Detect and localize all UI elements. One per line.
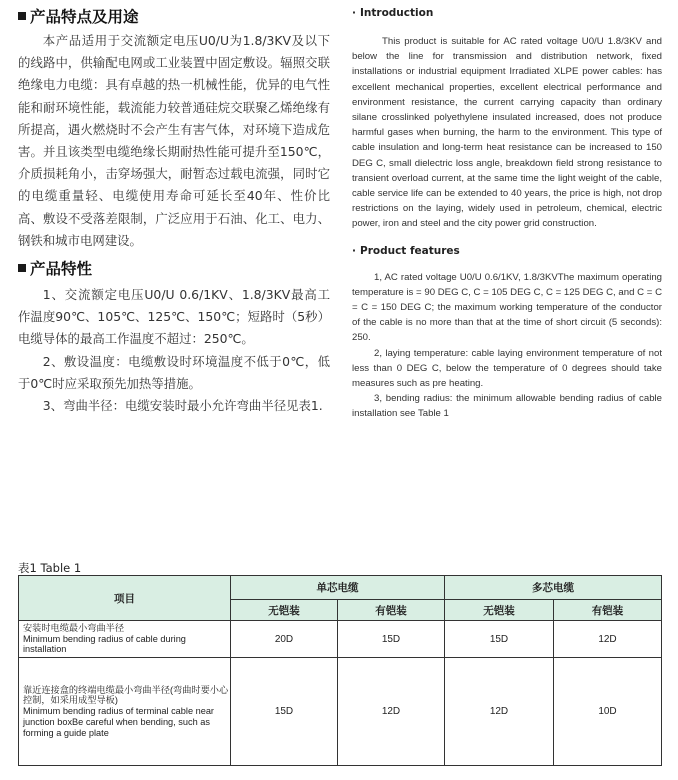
header-multi-core: 多芯电缆 — [445, 576, 662, 600]
table-row — [19, 658, 662, 766]
table-row — [19, 621, 662, 658]
table-cell: 10D — [554, 658, 662, 766]
intro-paragraph-cn: 本产品适用于交流额定电压U0/U为1.8/3KV及以下的线路中，供输配电网或工业装置中固定敷设。辐照交联绝缘电力电缆：具有卓越的热一机械性能，优异的电气性能和耐环境性能，载流能力较普通硅烷交联聚乙烯绝缘有所提高，遇火燃烧时不会产生有害气体，对环境下造成危害。并且该类型电缆绝缘长期耐热性能可提升至150℃，介质损耗角小，击穿场强大，耐暂态过载电流强，同时它的电缆重量轻、电缆使用寿命可延长至40年、性价比高、敷设不受落差限制，广泛应用于石油、化工、电力、钢铁和城市电网建设。 — [18, 33, 330, 248]
feature-3-cn: 3、弯曲半径：电缆安装时最小允许弯曲半径见表1. — [42, 398, 323, 414]
section-heading-introduction — [352, 6, 662, 20]
heading-text: 产品特点及用途 — [30, 8, 139, 26]
section-heading-characteristics — [18, 258, 330, 278]
heading-text: Introduction — [360, 7, 434, 19]
section-heading-product-features — [352, 244, 662, 258]
subheader-armored: 有铠装 — [554, 600, 662, 621]
heading-text: 产品特性 — [30, 260, 93, 279]
table-cell: 15D — [338, 621, 445, 658]
english-column — [352, 6, 662, 422]
intro-paragraph-en: This product is suitable for AC rated voltage U0/U 1.8/3KV and below the line for transmission and distribution network, fixed installations or industrial equipment Irradiated XLPE power cables: has excellent mechanical properties, excellent electrical performance and environment resistance, the current carrying capacity than ordinary silane crosslinked polyethylene insulated increased, does not produce harmful gases when burning, the harm to the environment. This type of cable insulation and long-term heat resistance can be increased to 150 DEG C, small dielectric loss angle, breakdown field strong resistance to transient overload current, at the same time the light weight of the cable, cable service life can be extended to 40 years, the price is high, not drop restrictions on the laying, widely used in petroleum, chemical, electric power, iron and steel and the city power grid construction. — [352, 36, 662, 230]
chinese-column — [18, 6, 330, 417]
subheader-armored: 有铠装 — [338, 600, 445, 621]
heading-text: Product features — [360, 244, 460, 257]
dot-bullet-icon: · — [352, 244, 356, 257]
feature-3-en: 3, bending radius: the minimum allowable bending radius of cable installation see Table 1 — [352, 393, 662, 420]
square-bullet-icon — [18, 12, 26, 20]
row-label — [19, 658, 231, 766]
table-cell: 20D — [231, 621, 338, 658]
table-cell: 12D — [338, 658, 445, 766]
bending-radius-table — [18, 575, 662, 766]
table-cell: 15D — [231, 658, 338, 766]
table-cell: 12D — [554, 621, 662, 658]
subheader-unarmored: 无铠装 — [445, 600, 554, 621]
row-label-en: Minimum bending radius of terminal cable near junction boxBe careful when bending, such as forming a guide plate — [23, 706, 214, 738]
feature-1-cn: 1、交流额定电压U0/U 0.6/1KV、1.8/3KV最高工作温度90℃、105℃、125℃、150℃；短路时（5秒）电缆导体的最高工作温度不超过：250℃。 — [18, 287, 330, 347]
header-item: 项目 — [19, 576, 231, 621]
table-cell: 15D — [445, 621, 554, 658]
row-label — [19, 621, 231, 658]
row-label-en: Minimum bending radius of cable during installation — [23, 633, 186, 655]
dot-bullet-icon: · — [352, 7, 356, 19]
row-label-cn: 靠近连接盒的终端电缆最小弯曲半径(弯曲时要小心控制，如采用成型导板) — [23, 684, 229, 706]
table-header-row — [19, 576, 662, 600]
subheader-unarmored: 无铠装 — [231, 600, 338, 621]
feature-2-en: 2, laying temperature: cable laying environment temperature of not less than 0 DEG C, below the temperature of 0 degrees should take measures such as pre heating. — [352, 347, 662, 390]
table-caption: 表1 Table 1 — [18, 561, 82, 575]
square-bullet-icon — [18, 264, 26, 272]
row-label-cn: 安装时电缆最小弯曲半径 — [23, 622, 125, 633]
header-single-core: 单芯电缆 — [231, 576, 445, 600]
section-heading-features-uses — [18, 6, 330, 26]
feature-2-cn: 2、敷设温度：电缆敷设时环境温度不低于0℃，低于0℃时应采取预先加热等措施。 — [18, 353, 330, 391]
table-cell: 12D — [445, 658, 554, 766]
feature-1-en: 1, AC rated voltage U0/U 0.6/1KV, 1.8/3KVThe maximum operating temperature is = 90 DEG C, C = 105 DEG C, C = 125 DEG C, and C = C = C = 150 DEG C; the maximum working temperature of the conductor of the cable is no more than that at the time of short circuit (5 seconds): 250. — [352, 271, 662, 344]
